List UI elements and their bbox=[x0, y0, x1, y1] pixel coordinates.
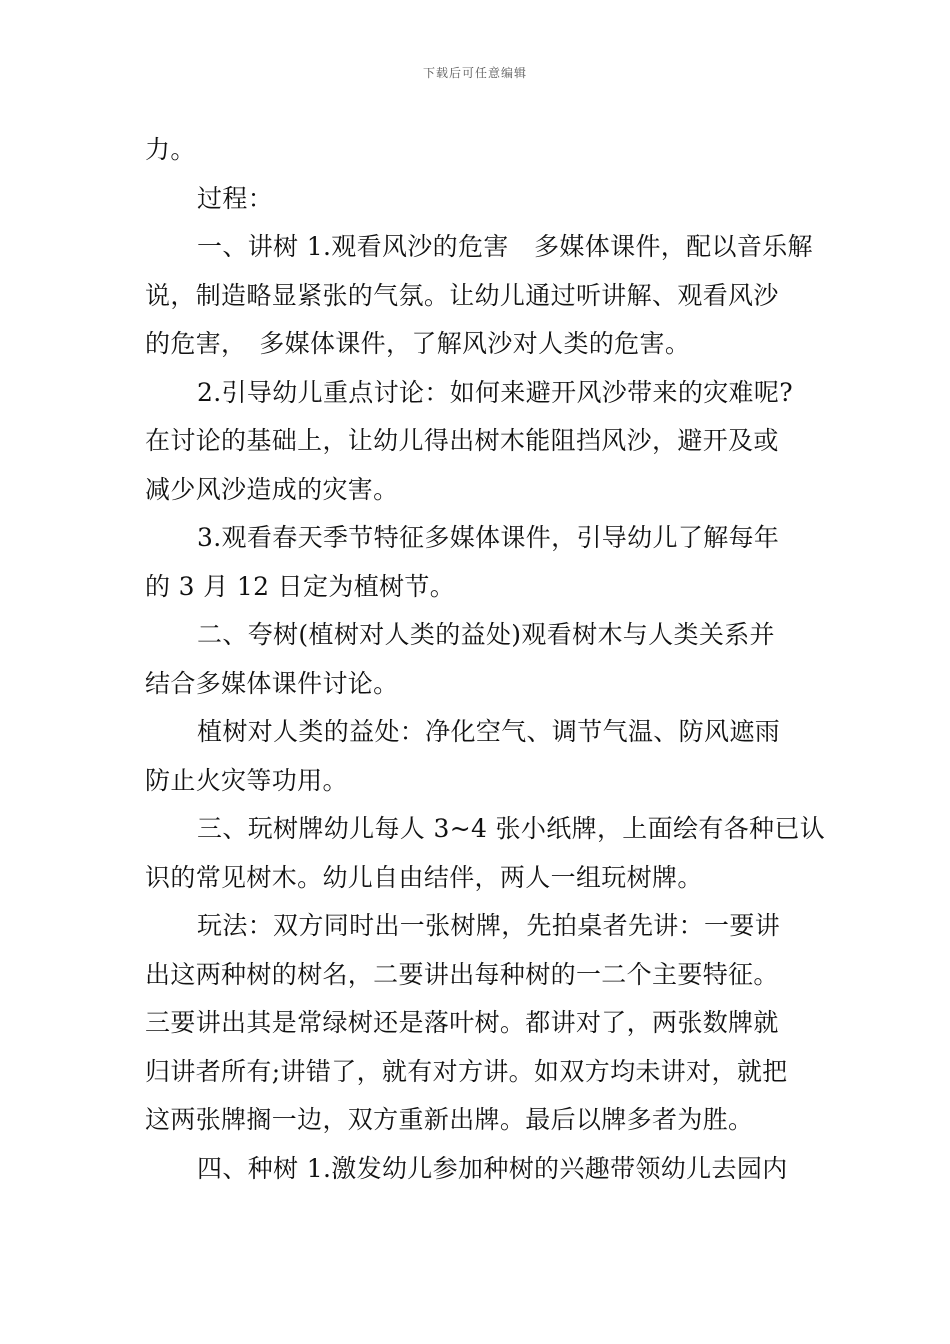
text-line: 力。 bbox=[145, 135, 196, 164]
text-line: 结合多媒体课件讨论。 bbox=[145, 668, 399, 698]
text-line: 过程： bbox=[197, 183, 274, 213]
header-note: 下载后可任意编辑 bbox=[422, 66, 527, 80]
text-line: 在讨论的基础上，让幼儿得出树木能阻挡风沙，避开及或 bbox=[145, 426, 779, 455]
text-line: 玩法：双方同时出一张树牌，先拍桌者先讲：一要讲 bbox=[197, 911, 781, 940]
text-line: 四、种树 1.激发幼儿参加种树的兴趣带领幼儿去园内 bbox=[197, 1153, 788, 1183]
text-line: 防止火灾等功用。 bbox=[145, 765, 348, 795]
text-line: 三、玩树牌幼儿每人 3~4 张小纸牌，上面绘有各种已认 bbox=[197, 814, 826, 843]
text-line: 三要讲出其是常绿树还是落叶树。都讲对了，两张数牌就 bbox=[145, 1008, 779, 1037]
text-line: 减少风沙造成的灾害。 bbox=[145, 474, 399, 504]
text-line: 识的常见树木。幼儿自由结伴，两人一组玩树牌。 bbox=[145, 862, 703, 892]
text-line: 一、讲树 1.观看风沙的危害 多媒体课件，配以音乐解 bbox=[197, 232, 813, 261]
text-line: 植树对人类的益处：净化空气、调节气温、防风遮雨 bbox=[197, 717, 781, 746]
body-text bbox=[145, 126, 826, 1193]
text-line: 归讲者所有;讲错了，就有对方讲。如双方均未讲对，就把 bbox=[145, 1056, 788, 1086]
text-line: 这两张牌搁一边，双方重新出牌。最后以牌多者为胜。 bbox=[145, 1105, 754, 1134]
text-line: 2.引导幼儿重点讨论：如何来避开风沙带来的灾难呢? bbox=[197, 377, 794, 407]
text-line: 的危害， 多媒体课件，了解风沙对人类的危害。 bbox=[145, 329, 691, 358]
text-line: 3.观看春天季节特征多媒体课件，引导幼儿了解每年 bbox=[197, 523, 780, 552]
text-line: 二、夸树(植树对人类的益处)观看树木与人类关系并 bbox=[197, 620, 775, 649]
text-line: 说，制造略显紧张的气氛。让幼儿通过听讲解、观看风沙 bbox=[145, 280, 779, 310]
text-line: 出这两种树的树名，二要讲出每种树的一二个主要特征。 bbox=[145, 959, 779, 989]
text-line: 的 3 月 12 日定为植树节。 bbox=[145, 571, 456, 601]
